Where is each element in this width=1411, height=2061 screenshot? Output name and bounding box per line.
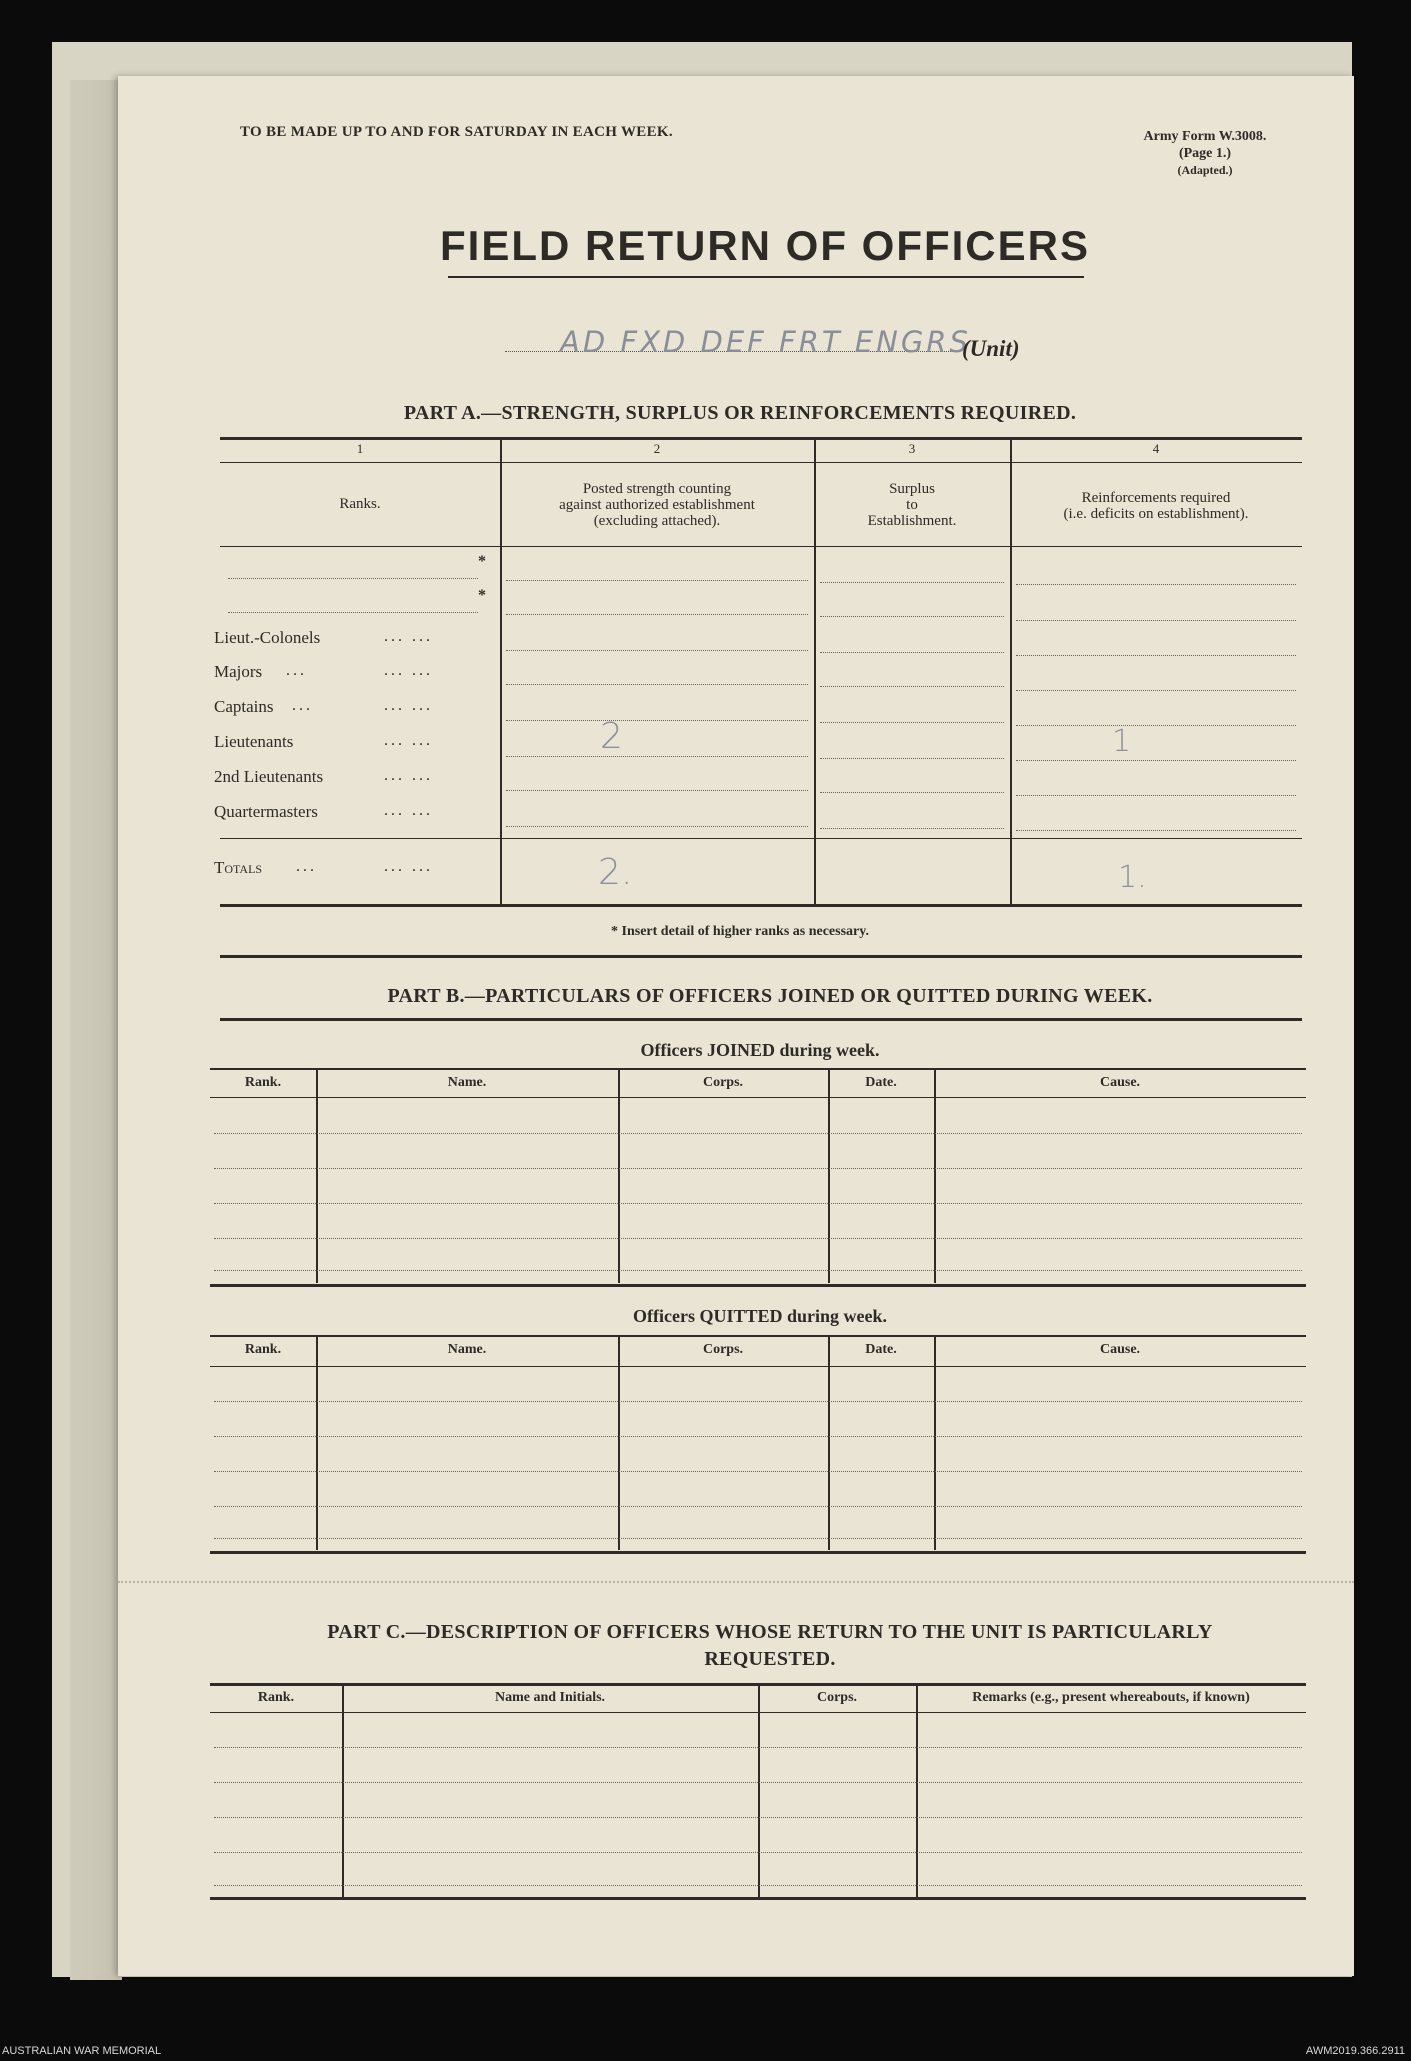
col-header-surplus (814, 481, 1010, 529)
joined-col-corps: Corps. (702, 1075, 744, 1090)
joined-entry-line[interactable] (214, 1238, 1302, 1239)
joined-entry-line[interactable] (214, 1133, 1302, 1134)
totals-reinforcements-value[interactable]: 1. (1118, 860, 1147, 895)
quitted-entry-line[interactable] (214, 1436, 1302, 1437)
perforation-line (118, 1581, 1354, 1583)
rank-2nd-lieutenants: 2nd Lieutenants (214, 767, 324, 786)
reinforcement-row-line (1016, 760, 1296, 761)
reinforcement-row-line (1016, 655, 1296, 656)
part-c-col-corps: Corps. (816, 1690, 858, 1705)
rank-captains: Captains (214, 697, 274, 716)
totals-posted-value[interactable]: 2. (598, 852, 633, 893)
part-b-top-rule (220, 1018, 1302, 1021)
part-c-entry-line[interactable] (214, 1782, 1302, 1783)
joined-col-date: Date. (865, 1075, 897, 1090)
col-header-ranks: Ranks. (339, 496, 381, 512)
quitted-col-date: Date. (865, 1342, 897, 1357)
col-header-posted-line2: against authorized establishment (559, 497, 755, 513)
posted-row-line (506, 684, 808, 685)
form-number-block (1120, 128, 1290, 179)
joined-top-rule (210, 1068, 1306, 1070)
lieutenants-posted-value[interactable]: 2 (600, 716, 623, 757)
header-instruction: TO BE MADE UP TO AND FOR SATURDAY IN EACH WEEK. (240, 124, 673, 140)
col-number-2: 2 (653, 441, 661, 456)
rank-leader: ... (286, 662, 307, 679)
rank-leader: ... ... (384, 732, 433, 749)
higher-rank-star-2: * (478, 587, 486, 604)
col-number-3: 3 (908, 441, 916, 456)
higher-rank-star-1: * (478, 553, 486, 570)
surplus-row-line (820, 792, 1004, 793)
quitted-entry-line[interactable] (214, 1471, 1302, 1472)
joined-col-rank: Rank. (244, 1075, 282, 1090)
col-header-reinforcements-line2: (i.e. deficits on establishment). (1063, 506, 1249, 522)
joined-header-rule (210, 1097, 1306, 1098)
lieutenants-reinforcements-value[interactable]: 1 (1112, 724, 1132, 759)
col-header-surplus-line1: Surplus (889, 481, 935, 497)
col-header-reinforcements-line1: Reinforcements required (1081, 490, 1231, 506)
form-page-number: (Page 1.) (1178, 146, 1232, 161)
part-a-closing-rule (220, 955, 1302, 958)
rank-leader: ... (292, 697, 313, 714)
joined-divider (934, 1068, 936, 1283)
rank-quartermasters: Quartermasters (214, 802, 318, 821)
part-c-bottom-rule (210, 1897, 1306, 1900)
reinforcement-row-line (1016, 830, 1296, 831)
col-header-reinforcements (1010, 490, 1302, 522)
rank-leader: ... ... (384, 662, 433, 679)
quitted-entry-line[interactable] (214, 1506, 1302, 1507)
quitted-heading: Officers QUITTED during week. (633, 1306, 887, 1326)
unit-handwritten-value[interactable]: AD FXD DEF FRT ENGRS (560, 325, 971, 359)
joined-divider (828, 1068, 830, 1283)
joined-col-name: Name. (447, 1075, 487, 1090)
joined-divider (618, 1068, 620, 1283)
reinforcement-row-line (1016, 620, 1296, 621)
quitted-top-rule (210, 1335, 1306, 1337)
joined-entry-line[interactable] (214, 1168, 1302, 1169)
part-c-entry-line[interactable] (214, 1817, 1302, 1818)
form-number: Army Form W.3008. (1143, 129, 1267, 144)
quitted-entry-line[interactable] (214, 1401, 1302, 1402)
part-a-header-rule (220, 546, 1302, 547)
quitted-entry-line[interactable] (214, 1538, 1302, 1539)
reinforcement-row-line (1016, 795, 1296, 796)
part-c-col-name: Name and Initials. (494, 1690, 606, 1705)
part-c-entry-line[interactable] (214, 1852, 1302, 1853)
rank-leader: ... ... (384, 802, 433, 819)
col-header-posted-line1: Posted strength counting (582, 481, 732, 497)
joined-entry-line[interactable] (214, 1203, 1302, 1204)
joined-divider (316, 1068, 318, 1283)
quitted-header-rule (210, 1366, 1306, 1367)
part-c-heading-line1: PART C.—DESCRIPTION OF OFFICERS WHOSE RETURN TO THE UNIT IS PARTICULARLY (327, 1621, 1213, 1643)
higher-rank-line-1[interactable] (228, 578, 478, 579)
quitted-col-cause: Cause. (1099, 1342, 1141, 1357)
reinforcement-row-line (1016, 584, 1296, 585)
surplus-row-line (820, 652, 1004, 653)
rank-leader: ... ... (384, 697, 433, 714)
quitted-bottom-rule (210, 1551, 1306, 1554)
totals-leader: ... (296, 858, 317, 875)
totals-label: Totals (214, 858, 263, 877)
col-header-surplus-line3: Establishment. (867, 513, 957, 529)
surplus-row-line (820, 686, 1004, 687)
totals-leader: ... ... (384, 858, 433, 875)
col-number-4: 4 (1152, 441, 1160, 456)
part-a-heading: PART A.—STRENGTH, SURPLUS OR REINFORCEMENTS REQUIRED. (403, 402, 1077, 424)
rank-leader: ... ... (384, 628, 433, 645)
col-header-posted (500, 481, 814, 529)
surplus-row-line (820, 758, 1004, 759)
part-a-top-rule (220, 437, 1302, 440)
part-c-col-remarks: Remarks (e.g., present whereabouts, if known) (972, 1690, 1250, 1705)
rank-lieutenants: Lieutenants (214, 732, 294, 751)
totals-rule (220, 838, 1302, 839)
col-number-1: 1 (356, 441, 364, 456)
posted-row-line (506, 720, 808, 721)
part-c-entry-line[interactable] (214, 1747, 1302, 1748)
quitted-divider (618, 1335, 620, 1550)
title-underline (448, 276, 1084, 278)
part-c-divider (916, 1684, 918, 1898)
unit-label: (Unit) (962, 336, 1020, 361)
part-a-footnote: * Insert detail of higher ranks as necessary. (611, 924, 869, 939)
surplus-row-line (820, 582, 1004, 583)
surplus-row-line (820, 828, 1004, 829)
form-adapted: (Adapted.) (1177, 163, 1233, 177)
posted-row-line (506, 826, 808, 827)
posted-row-line (506, 756, 808, 757)
rank-majors: Majors (214, 662, 263, 681)
surplus-row-line (820, 616, 1004, 617)
surplus-row-line (820, 722, 1004, 723)
higher-rank-line-2[interactable] (228, 612, 478, 613)
sheet-edge (70, 80, 122, 1980)
part-c-heading (240, 1619, 1300, 1673)
posted-row-line (506, 650, 808, 651)
part-c-heading-line2: REQUESTED. (704, 1648, 836, 1670)
posted-row-line (506, 614, 808, 615)
quitted-col-rank: Rank. (244, 1342, 282, 1357)
joined-entry-line[interactable] (214, 1270, 1302, 1271)
joined-col-cause: Cause. (1099, 1075, 1141, 1090)
reinforcement-row-line (1016, 725, 1296, 726)
joined-bottom-rule (210, 1284, 1306, 1287)
posted-row-line (506, 790, 808, 791)
col-header-posted-line3: (excluding attached). (593, 513, 721, 529)
part-b-heading: PART B.—PARTICULARS OF OFFICERS JOINED OR QUITTED DURING WEEK. (387, 985, 1153, 1007)
page-title: FIELD RETURN OF OFFICERS (440, 222, 1090, 269)
footer-institution: AUSTRALIAN WAR MEMORIAL (2, 2045, 162, 2057)
col-header-surplus-line2: to (906, 497, 918, 513)
reinforcement-row-line (1016, 690, 1296, 691)
quitted-col-name: Name. (447, 1342, 487, 1357)
part-c-entry-line[interactable] (214, 1885, 1302, 1886)
part-a-bottom-rule (220, 904, 1302, 907)
quitted-col-corps: Corps. (702, 1342, 744, 1357)
part-c-divider (758, 1684, 760, 1898)
quitted-divider (934, 1335, 936, 1550)
rank-lieut-colonels: Lieut.-Colonels (214, 628, 321, 647)
part-c-col-rank: Rank. (257, 1690, 295, 1705)
joined-heading: Officers JOINED during week. (640, 1040, 880, 1060)
part-c-divider (342, 1684, 344, 1898)
part-a-number-rule (220, 462, 1302, 463)
posted-row-line (506, 580, 808, 581)
rank-leader: ... ... (384, 767, 433, 784)
quitted-divider (316, 1335, 318, 1550)
quitted-divider (828, 1335, 830, 1550)
footer-accession-number: AWM2019.366.2911 (1305, 2045, 1405, 2057)
